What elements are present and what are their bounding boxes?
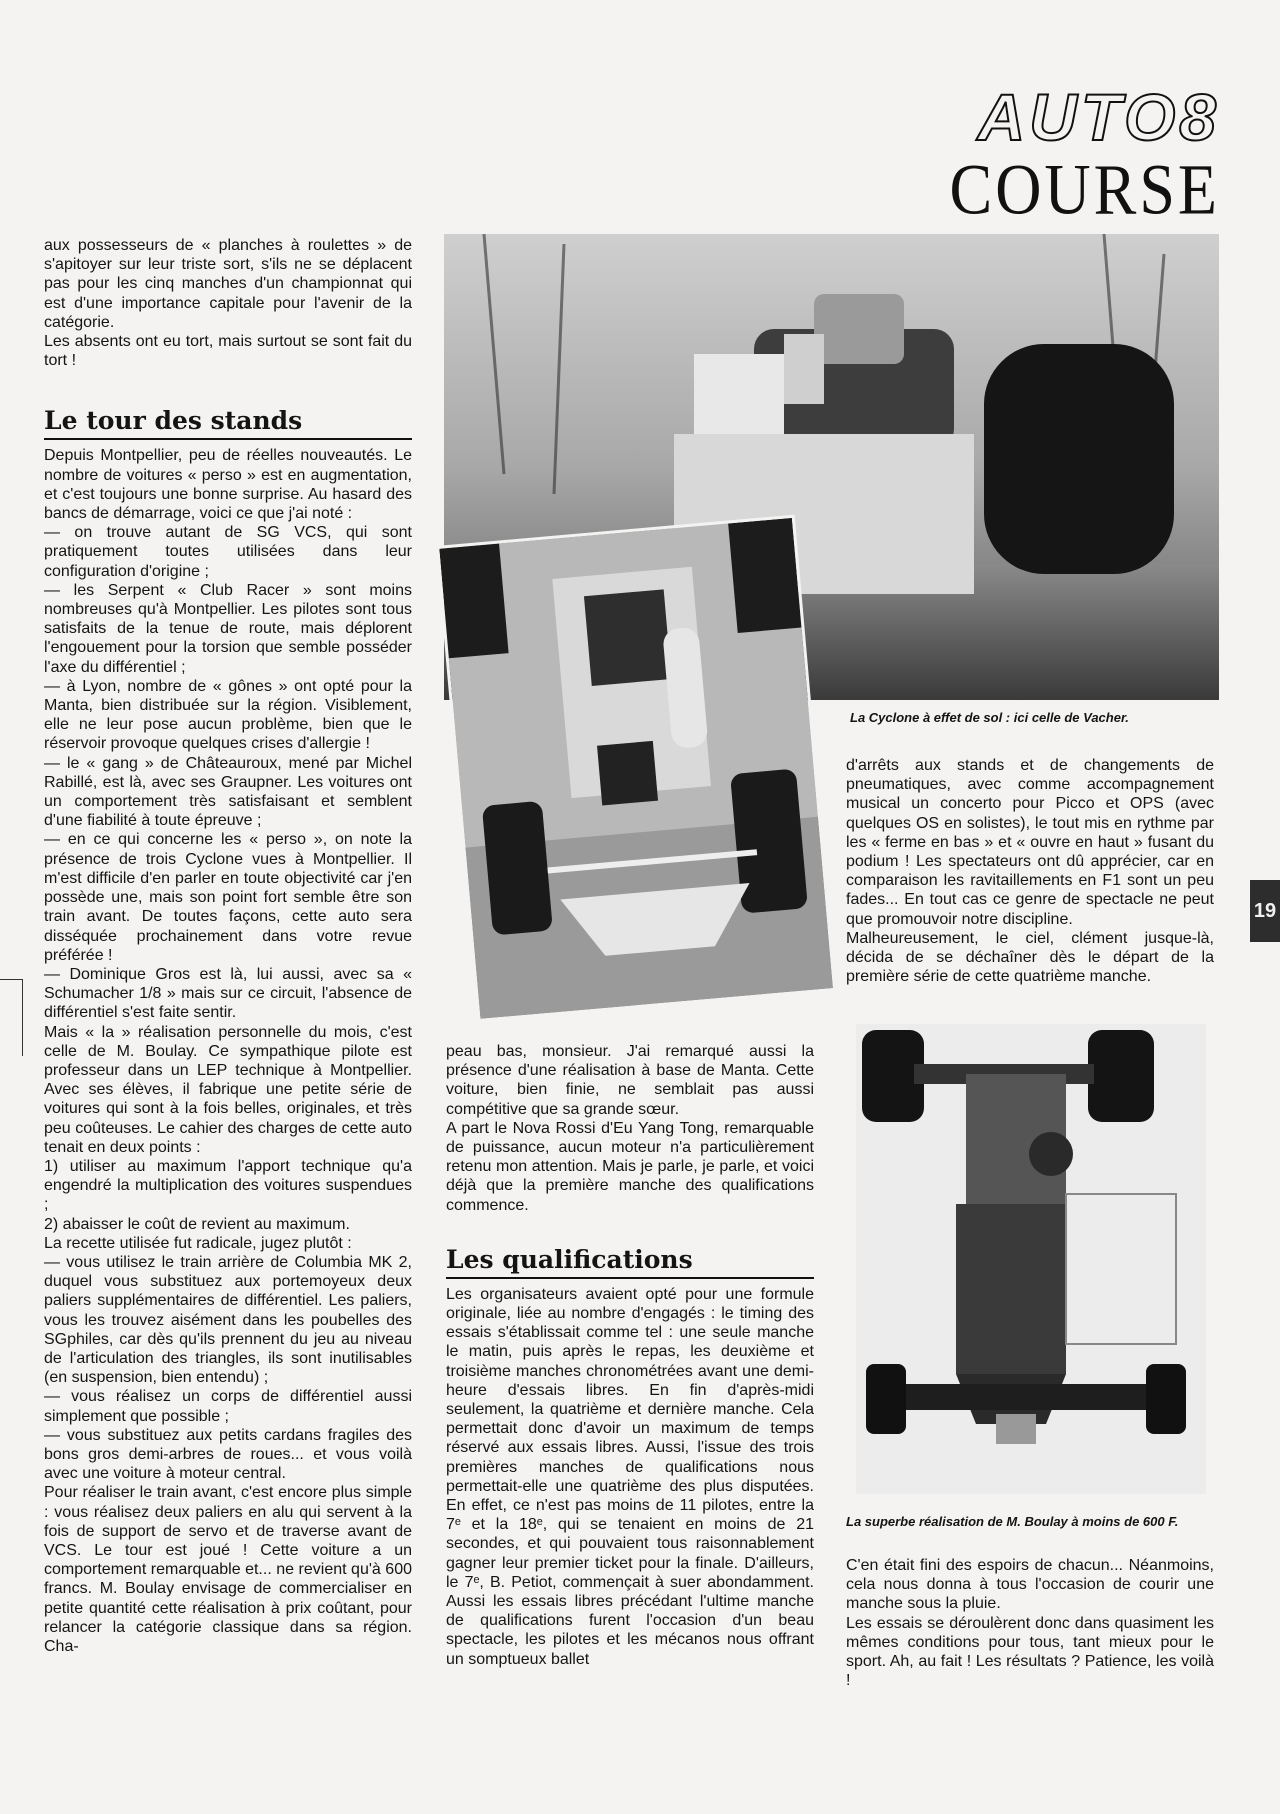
body-paragraph: — le « gang » de Châteauroux, mené par Michel Rabillé, est là, avec ses Graupner. Les voitures ont un comportement très satisfaisant et semblent d'une fiabilité à toute épreuve ;	[44, 754, 412, 830]
heading-rule	[446, 1277, 814, 1279]
caption-boulay: La superbe réalisation de M. Boulay à moins de 600 F.	[846, 1514, 1179, 1529]
masthead	[940, 80, 1220, 230]
body-paragraph: Depuis Montpellier, peu de réelles nouveautés. Le nombre de voitures « perso » est en augmentation, et c'est toujours une bonne surprise. Au hasard des bancs de démarrage, voici ce que j'ai noté :	[44, 447, 412, 523]
body-paragraph: peau bas, monsieur. J'ai remarqué aussi la présence d'une réalisation à base de Manta. Cette voiture, bien finie, ne semblait pas aussi compétitive que sa grande sœur.	[446, 1043, 814, 1118]
chassis-image	[439, 518, 833, 1019]
photo-boulay-car	[856, 1024, 1206, 1494]
section-title: COURSE	[949, 149, 1220, 230]
column-3	[846, 756, 1214, 986]
body-paragraph: A part le Nova Rossi d'Eu Yang Tong, remarquable de puissance, aucun moteur n'a particulièrement retenu mon attention. Mais je parle, je parle, et voici déjà que la première manche des qualifications commence.	[446, 1119, 814, 1214]
column-3-end	[846, 1556, 1214, 1690]
body-paragraph: Les organisateurs avaient opté pour une formule originale, liée au nombre d'engagés : le timing des essais s'établissait comme tel : une seule manche le matin, puis après le repas, les deuxième et troisième manches chronométrées avant une demi-heure d'essais libres. En fin d'après-midi seulement, la quatrième et dernière manche. Cela permettait donc d'avoir un maximum de temps réservé aux essais libres. Aussi, l'issue des trois premières manches de qualifications nous permettait-elle une quatrième des plus disputées. En effet, ce n'est pas moins de 11 pilotes, entre la 7ᵉ et la 18ᵉ, qui se tenaient en moins de 21 secondes, et qui pouvaient tous raisonnablement gagner leur premier ticket pour la finale. D'ailleurs, le 7ᵉ, B. Petiot, commençait à suer abondamment. Aussi les essais libres précédant l'ultime manche de qualifications furent l'occasion d'un beau spectacle, les pilotes et les mécanos nous offrant un somptueux ballet	[446, 1285, 814, 1668]
boulay-car-image	[856, 1024, 1206, 1494]
body-paragraph: La recette utilisée fut radicale, jugez plutôt :	[44, 1234, 352, 1252]
body-paragraph: — à Lyon, nombre de « gônes » ont opté pour la Manta, bien distribuée sur la région. Visiblement, elle ne leur pose aucun problème, bien que le réservoir provoque quelques crises d'allergie !	[44, 677, 412, 753]
body-paragraph: Malheureusement, le ciel, clément jusque-là, décida de se déchaîner dès le départ de la première série de cette quatrième manche.	[846, 929, 1214, 986]
margin-mark	[0, 979, 23, 1056]
heading-rule	[44, 438, 412, 440]
body-paragraph: d'arrêts aux stands et de changements de pneumatiques, avec comme accompagnement musical un concerto pour Picco et OPS (avec quelques OS en solistes), le tout mis en rythme par les « ferme en bas » et « ouvre en haut » fusant du podium ! Les spectateurs ont dû apprécier, car en comparaison les ravitaillements en F1 sont un peu fades... En tout cas ce genre de spectacle ne peut que promouvoir notre discipline.	[846, 757, 1214, 928]
body-paragraph: — vous réalisez un corps de différentiel aussi simplement que possible ;	[44, 1388, 412, 1425]
body-paragraph: 2) abaisser le coût de revient au maximum.	[44, 1215, 350, 1233]
body-paragraph: 1) utiliser au maximum l'apport technique qu'a engendré la multiplication des voitures suspendues ;	[44, 1157, 412, 1214]
body-paragraph: — Dominique Gros est là, lui aussi, avec sa « Schumacher 1/8 » mais sur ce circuit, l'absence de différentiel s'est faite sentir.	[44, 965, 412, 1022]
body-paragraph: — vous utilisez le train arrière de Columbia MK 2, duquel vous substituez aux portemoyeux deux paliers supplémentaires de différentiel. Les paliers, vous les trouvez aisément dans les poubelles des SGphiles, car dès qu'ils prennent du jeu au niveau de l'articulation des triangles, ils sont inutilisables (en suspension, bien entendu) ;	[44, 1253, 412, 1387]
column-2	[446, 1042, 814, 1669]
body-paragraph: — les Serpent « Club Racer » sont moins nombreuses qu'à Montpellier. Les pilotes sont tous satisfaits de la tenue de route, mais déplorent l'engouement pour la torsion que semble posséder l'axe du différentiel ;	[44, 581, 412, 676]
body-paragraph: C'en était fini des espoirs de chacun... Néanmoins, cela nous donna à tous l'occasion de courir une manche sous la pluie.	[846, 1557, 1214, 1613]
body-paragraph: Pour réaliser le train avant, c'est encore plus simple : vous réalisez deux paliers en alu qui servent à la fois de support de servo et de traverse avant de VCS. Le tour est joué ! Cette voiture a un comportement remarquable et... ne revient qu'à 600 francs. M. Boulay envisage de commercialiser en petite quantité cette réalisation à prix coûtant, pour relancer la catégorie classique dans sa région. Cha-	[44, 1484, 412, 1656]
page-number-tab: 19	[1250, 880, 1280, 942]
section-heading-stands: Le tour des stands	[44, 406, 303, 436]
body-paragraph: Les essais se déroulèrent donc dans quasiment les mêmes conditions pour tous, tant mieux pour le sport. Ah, au fait ! Les résultats ? Patience, les voilà !	[846, 1614, 1214, 1690]
column-1	[44, 236, 412, 1656]
intro-paragraph: Les absents ont eu tort, mais surtout se sont fait du tort !	[44, 333, 412, 370]
caption-cyclone: La Cyclone à effet de sol : ici celle de Vacher.	[850, 710, 1129, 725]
section-heading-qualifications: Les qualifications	[446, 1244, 693, 1274]
magazine-logo: AUTO8	[977, 80, 1220, 154]
photo-chassis-inset	[436, 515, 836, 1023]
intro-paragraph: aux possesseurs de « planches à roulettes » de s'apitoyer sur leur triste sort, s'ils ne se déplacent pas pour les cinq manches d'un championnat qui est d'une importance capitale pour l'avenir de la catégorie.	[44, 237, 412, 331]
body-paragraph: Mais « la » réalisation personnelle du mois, c'est celle de M. Boulay. Ce sympathique pilote est professeur dans un LEP technique à Montpellier. Avec ses élèves, il fabrique une petite série de voitures qui sont à la fois belles, originales, et très peu coûteuses. Le cahier des charges de cette auto tenait en deux points :	[44, 1023, 412, 1156]
body-paragraph: — on trouve autant de SG VCS, qui sont pratiquement toutes utilisées dans leur configuration d'origine ;	[44, 524, 412, 580]
body-paragraph: — en ce qui concerne les « perso », on note la présence de trois Cyclone vues à Montpellier. Il m'est difficile d'en parler en toute objectivité car j'en possède une, mais son point fort semble être son train avant. De toutes façons, cette auto sera disséquée prochainement dans votre revue préférée !	[44, 831, 412, 964]
body-paragraph: — vous substituez aux petits cardans fragiles des bons gros demi-arbres de roues... et vous voilà avec une voiture à moteur central.	[44, 1426, 412, 1483]
